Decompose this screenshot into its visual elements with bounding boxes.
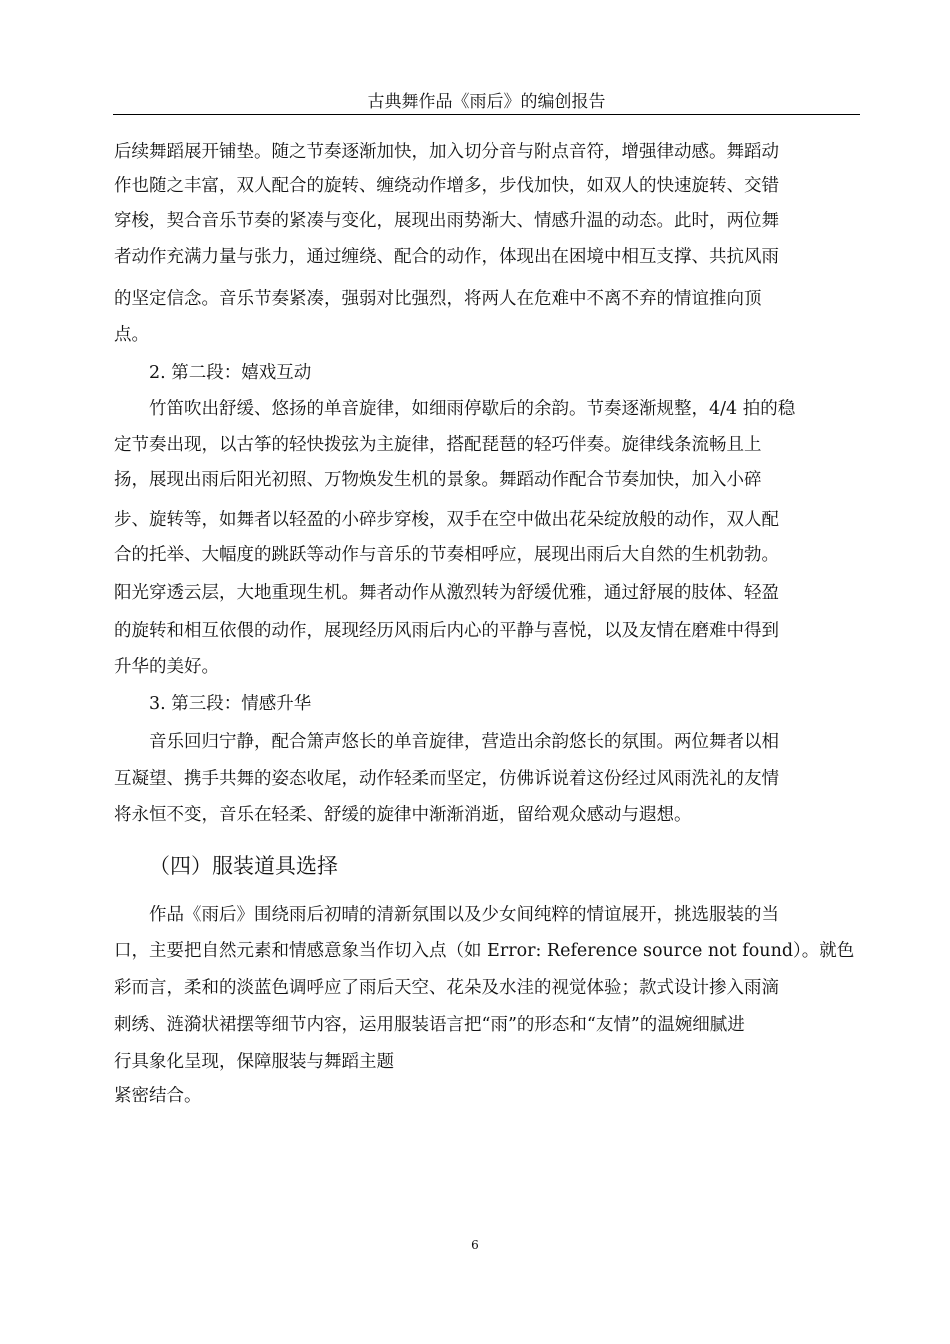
- body-line: 穿梭，契合音乐节奏的紧凑与变化，展现出雨势渐大、情感升温的动态。此时，两位舞: [114, 211, 779, 231]
- body-line: 点。: [114, 325, 149, 345]
- body-line: 的坚定信念。音乐节奏紧凑，强弱对比强烈，将两人在危难中不离不弃的情谊推向顶: [114, 289, 762, 309]
- header-rule: [113, 114, 860, 115]
- body-line: 步、旋转等，如舞者以轻盈的小碎步穿梭，双手在空中做出花朵绽放般的动作，双人配: [114, 510, 779, 530]
- body-line: 互凝望、携手共舞的姿态收尾，动作轻柔而坚定，仿佛诉说着这份经过风雨洗礼的友情: [114, 769, 779, 789]
- body-line: 口，主要把自然元素和情感意象当作切入点（如 Error: Reference source not found）。就色: [114, 941, 855, 961]
- body-line: 的旋转和相互依偎的动作，展现经历风雨后内心的平静与喜悦，以及友情在磨难中得到: [114, 621, 779, 641]
- body-line: 合的托举、大幅度的跳跃等动作与音乐的节奏相呼应，展现出雨后大自然的生机勃勃。: [114, 545, 779, 565]
- body-line: 扬，展现出雨后阳光初照、万物焕发生机的景象。舞蹈动作配合节奏加快，加入小碎: [114, 470, 762, 490]
- section-heading-costumes: （四）服装道具选择: [149, 854, 338, 878]
- body-line: 作品《雨后》围绕雨后初晴的清新氛围以及少女间纯粹的情谊展开，挑选服装的当: [149, 905, 779, 925]
- page-number: 6: [471, 1238, 479, 1252]
- body-line: 者动作充满力量与张力，通过缠绕、配合的动作，体现出在困境中相互支撑、共抗风雨: [114, 247, 779, 267]
- body-line: 后续舞蹈展开铺垫。随之节奏逐渐加快，加入切分音与附点音符，增强律动感。舞蹈动: [114, 142, 779, 162]
- body-line: 阳光穿透云层，大地重现生机。舞者动作从激烈转为舒缓优雅，通过舒展的肢体、轻盈: [114, 583, 779, 603]
- body-line: 将永恒不变，音乐在轻柔、舒缓的旋律中渐渐消逝，留给观众感动与遐想。: [114, 805, 692, 825]
- body-line: 竹笛吹出舒缓、悠扬的单音旋律，如细雨停歇后的余韵。节奏逐渐规整，4/4 拍的稳: [149, 399, 796, 419]
- subheading-section-3: 3. 第三段：情感升华: [149, 694, 312, 714]
- subheading-section-2: 2. 第二段：嬉戏互动: [149, 363, 312, 383]
- body-line: 彩而言，柔和的淡蓝色调呼应了雨后天空、花朵及水洼的视觉体验；款式设计掺入雨滴: [114, 978, 779, 998]
- body-line: 作也随之丰富，双人配合的旋转、缠绕动作增多，步伐加快，如双人的快速旋转、交错: [114, 176, 779, 196]
- running-header: 古典舞作品《雨后》的编创报告: [367, 92, 606, 112]
- body-line: 升华的美好。: [114, 657, 219, 677]
- body-line: 紧密结合。: [114, 1086, 202, 1106]
- body-line: 音乐回归宁静，配合箫声悠长的单音旋律，营造出余韵悠长的氛围。两位舞者以相: [149, 732, 779, 752]
- body-line: 定节奏出现，以古筝的轻快拨弦为主旋律，搭配琵琶的轻巧伴奏。旋律线条流畅且上: [114, 435, 762, 455]
- body-line: 行具象化呈现，保障服装与舞蹈主题: [114, 1052, 394, 1072]
- body-line: 刺绣、涟漪状裙摆等细节内容，运用服装语言把“雨”的形态和“友情”的温婉细腻进: [114, 1015, 745, 1035]
